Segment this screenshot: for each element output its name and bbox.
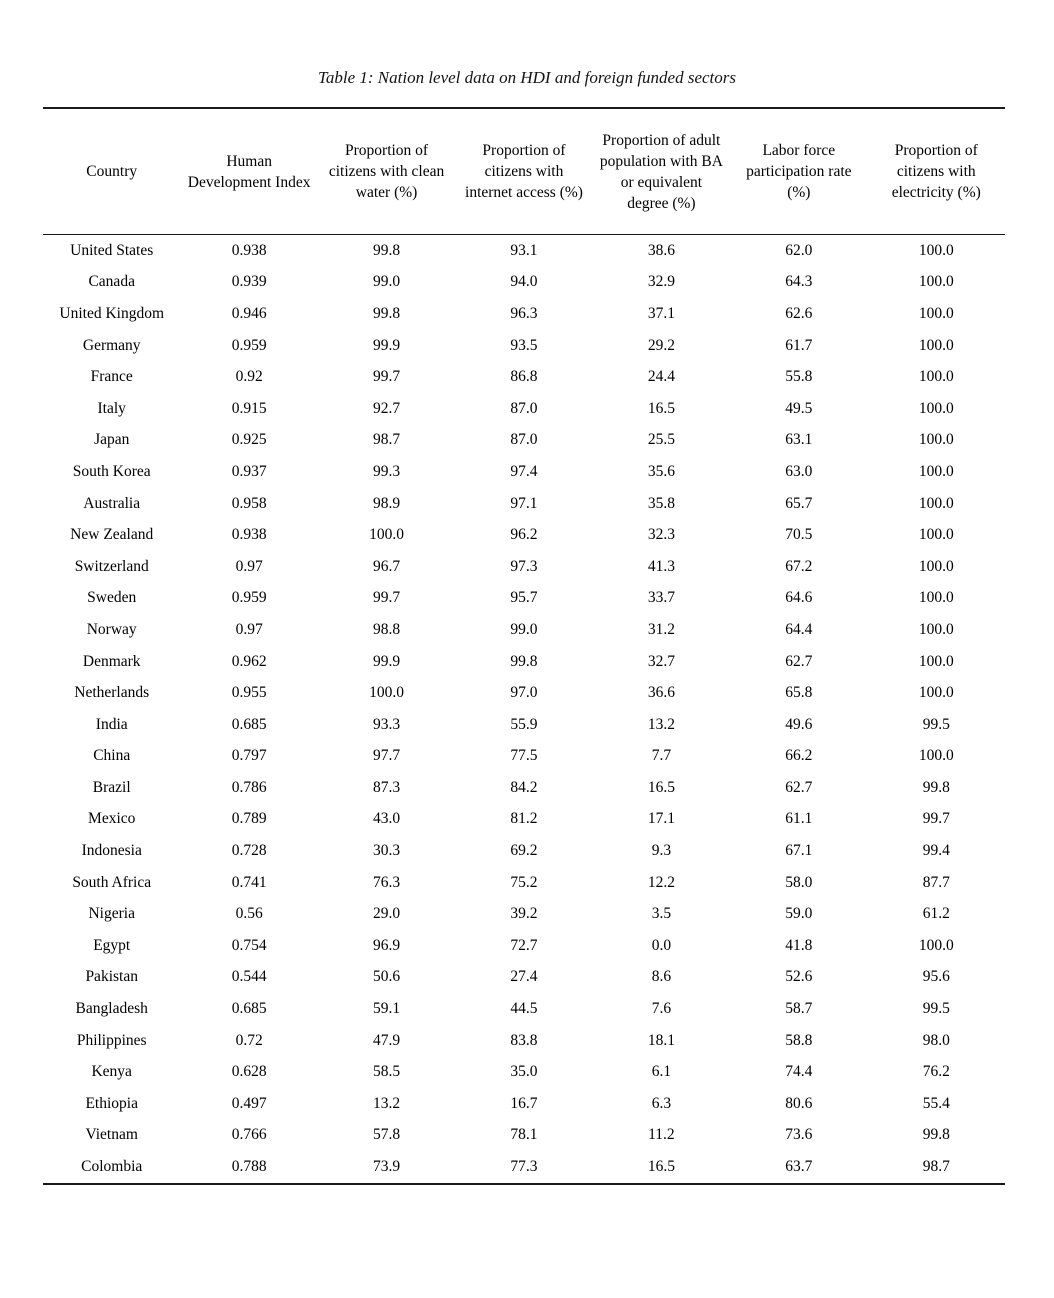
value-cell: 97.7 (372, 747, 401, 765)
table-row (43, 867, 1005, 899)
table-row (43, 614, 1005, 646)
value-cell: 7.6 (651, 1000, 672, 1018)
value-cell: 81.2 (510, 810, 538, 828)
value-cell: 100.0 (918, 399, 954, 417)
value-cell: 0.939 (231, 273, 267, 291)
value-cell: 72.7 (510, 936, 538, 954)
table-row (43, 930, 1005, 962)
table-row (43, 1151, 1005, 1184)
country-cell: Bangladesh (75, 1000, 148, 1018)
value-cell: 96.2 (510, 526, 538, 544)
value-cell: 96.3 (510, 304, 538, 322)
value-cell: 99.4 (922, 842, 950, 860)
column-header: Labor force participation rate (%) (730, 108, 867, 235)
value-cell: 95.7 (510, 589, 538, 607)
value-cell: 100.0 (918, 747, 954, 765)
value-cell: 31.2 (647, 620, 675, 638)
table-row (43, 235, 1005, 267)
country-cell: Switzerland (74, 557, 149, 575)
value-cell: 62.7 (785, 778, 813, 796)
value-cell: 59.0 (785, 905, 813, 923)
value-cell: 0.959 (231, 336, 267, 354)
value-cell: 96.9 (372, 936, 401, 954)
value-cell: 93.3 (372, 715, 401, 733)
table-row (43, 267, 1005, 299)
value-cell: 73.6 (785, 1126, 813, 1144)
value-cell: 59.1 (372, 1000, 401, 1018)
value-cell: 98.8 (372, 620, 401, 638)
value-cell: 64.4 (785, 620, 813, 638)
value-cell: 49.6 (785, 715, 813, 733)
country-cell: India (95, 715, 128, 733)
table-caption: Table 1: Nation level data on HDI and foreign funded sectors (317, 68, 737, 87)
value-cell: 63.0 (785, 462, 813, 480)
value-cell: 0.56 (235, 905, 263, 923)
value-cell: 99.5 (922, 715, 950, 733)
table-row (43, 551, 1005, 583)
column-header: Proportion of citizens with internet access (%) (455, 108, 592, 235)
value-cell: 95.6 (922, 968, 950, 986)
value-cell: 36.6 (647, 684, 675, 702)
value-cell: 8.6 (651, 968, 672, 986)
country-cell: Netherlands (74, 684, 150, 702)
value-cell: 73.9 (372, 1158, 401, 1176)
value-cell: 16.7 (510, 1094, 538, 1112)
country-cell: South Korea (72, 462, 151, 480)
value-cell: 16.5 (647, 399, 675, 417)
table-row (43, 741, 1005, 773)
value-cell: 6.1 (651, 1063, 672, 1081)
value-cell: 0.788 (231, 1158, 267, 1176)
hdi-data-table (43, 107, 1005, 1185)
value-cell: 61.7 (785, 336, 813, 354)
value-cell: 16.5 (647, 1158, 675, 1176)
value-cell: 97.0 (510, 684, 538, 702)
table-row (43, 361, 1005, 393)
table-row (43, 1120, 1005, 1152)
value-cell: 83.8 (510, 1031, 538, 1049)
value-cell: 37.1 (647, 304, 675, 322)
value-cell: 87.0 (510, 399, 538, 417)
value-cell: 97.1 (510, 494, 538, 512)
country-cell: Italy (97, 399, 126, 417)
value-cell: 64.6 (785, 589, 813, 607)
value-cell: 27.4 (510, 968, 538, 986)
country-cell: Canada (88, 273, 135, 291)
value-cell: 39.2 (510, 905, 538, 923)
value-cell: 50.6 (372, 968, 401, 986)
value-cell: 6.3 (651, 1094, 672, 1112)
value-cell: 11.2 (648, 1126, 675, 1144)
value-cell: 0.544 (231, 968, 267, 986)
table-row (43, 898, 1005, 930)
value-cell: 41.8 (785, 936, 813, 954)
value-cell: 0.754 (231, 936, 267, 954)
value-cell: 64.3 (785, 273, 813, 291)
country-cell: Brazil (92, 778, 131, 796)
value-cell: 0.0 (651, 936, 672, 954)
country-cell: Nigeria (88, 905, 135, 923)
value-cell: 61.1 (785, 810, 813, 828)
value-cell: 99.0 (372, 273, 401, 291)
value-cell: 55.8 (785, 368, 813, 386)
value-cell: 100.0 (918, 589, 954, 607)
value-cell: 0.72 (235, 1031, 263, 1049)
value-cell: 44.5 (510, 1000, 538, 1018)
table-row (43, 488, 1005, 520)
value-cell: 17.1 (647, 810, 675, 828)
value-cell: 100.0 (918, 936, 954, 954)
value-cell: 58.8 (785, 1031, 813, 1049)
value-cell: 9.3 (651, 842, 672, 860)
value-cell: 92.7 (372, 399, 401, 417)
value-cell: 100.0 (918, 304, 954, 322)
value-cell: 55.9 (510, 715, 538, 733)
table-header-row (43, 108, 1005, 235)
value-cell: 98.9 (372, 494, 401, 512)
value-cell: 43.0 (372, 810, 401, 828)
value-cell: 0.741 (231, 873, 267, 891)
value-cell: 80.6 (785, 1094, 813, 1112)
country-cell: New Zealand (70, 526, 154, 544)
table-row (43, 298, 1005, 330)
value-cell: 65.7 (785, 494, 813, 512)
value-cell: 100.0 (918, 462, 954, 480)
value-cell: 99.8 (372, 304, 401, 322)
country-cell: United States (70, 241, 154, 259)
value-cell: 98.7 (922, 1158, 950, 1176)
column-header: Proportion of adult population with BA or equivalent degree (%) (593, 108, 730, 235)
value-cell: 29.2 (647, 336, 675, 354)
table-row (43, 393, 1005, 425)
country-cell: Egypt (93, 936, 131, 954)
value-cell: 100.0 (918, 494, 954, 512)
value-cell: 98.7 (372, 431, 401, 449)
value-cell: 94.0 (510, 273, 538, 291)
value-cell: 58.5 (372, 1063, 401, 1081)
value-cell: 100.0 (918, 241, 954, 259)
value-cell: 100.0 (918, 620, 954, 638)
value-cell: 0.685 (231, 1000, 267, 1018)
value-cell: 16.5 (647, 778, 675, 796)
value-cell: 0.938 (231, 526, 267, 544)
value-cell: 0.97 (235, 557, 263, 575)
country-cell: South Africa (72, 873, 152, 891)
value-cell: 0.685 (231, 715, 267, 733)
table-row (43, 519, 1005, 551)
column-header: Proportion of citizens with electricity (%) (868, 108, 1005, 235)
value-cell: 96.7 (372, 557, 401, 575)
value-cell: 0.958 (231, 494, 267, 512)
table-header (43, 108, 1005, 235)
value-cell: 0.92 (235, 368, 263, 386)
value-cell: 100.0 (918, 557, 954, 575)
table-row (43, 709, 1005, 741)
table-row (43, 425, 1005, 457)
value-cell: 63.1 (785, 431, 813, 449)
value-cell: 75.2 (510, 873, 538, 891)
value-cell: 38.6 (647, 241, 675, 259)
value-cell: 7.7 (651, 747, 672, 765)
value-cell: 100.0 (918, 684, 954, 702)
table-row (43, 772, 1005, 804)
value-cell: 52.6 (785, 968, 813, 986)
table-row (43, 993, 1005, 1025)
value-cell: 49.5 (785, 399, 813, 417)
value-cell: 58.0 (785, 873, 813, 891)
value-cell: 0.915 (231, 399, 267, 417)
country-cell: Germany (82, 336, 141, 354)
value-cell: 78.1 (510, 1126, 538, 1144)
value-cell: 76.2 (922, 1063, 950, 1081)
table-row (43, 1088, 1005, 1120)
value-cell: 32.3 (647, 526, 675, 544)
country-cell: China (93, 747, 131, 765)
value-cell: 100.0 (918, 273, 954, 291)
country-cell: Philippines (76, 1031, 147, 1049)
value-cell: 32.7 (647, 652, 675, 670)
value-cell: 99.8 (372, 241, 401, 259)
value-cell: 61.2 (922, 905, 950, 923)
value-cell: 63.7 (785, 1158, 813, 1176)
value-cell: 62.0 (785, 241, 813, 259)
value-cell: 69.2 (510, 842, 538, 860)
value-cell: 87.0 (510, 431, 538, 449)
value-cell: 67.1 (785, 842, 813, 860)
value-cell: 99.7 (922, 810, 950, 828)
country-cell: Sweden (87, 589, 137, 607)
table-row (43, 677, 1005, 709)
value-cell: 99.8 (922, 778, 950, 796)
country-cell: Australia (83, 494, 141, 512)
table-row (43, 804, 1005, 836)
value-cell: 13.2 (372, 1094, 401, 1112)
value-cell: 24.4 (647, 368, 675, 386)
value-cell: 99.7 (372, 368, 401, 386)
value-cell: 99.9 (372, 652, 401, 670)
value-cell: 100.0 (918, 526, 954, 544)
value-cell: 99.7 (372, 589, 401, 607)
table-row (43, 1025, 1005, 1057)
value-cell: 99.8 (922, 1126, 950, 1144)
value-cell: 58.7 (785, 1000, 813, 1018)
value-cell: 99.8 (510, 652, 538, 670)
country-cell: United Kingdom (59, 304, 165, 322)
table-row (43, 835, 1005, 867)
value-cell: 18.1 (647, 1031, 675, 1049)
value-cell: 77.3 (510, 1158, 538, 1176)
value-cell: 65.8 (785, 684, 813, 702)
value-cell: 100.0 (918, 336, 954, 354)
value-cell: 87.3 (372, 778, 401, 796)
value-cell: 62.7 (785, 652, 813, 670)
value-cell: 93.5 (510, 336, 538, 354)
value-cell: 0.497 (231, 1094, 267, 1112)
value-cell: 32.9 (647, 273, 675, 291)
value-cell: 0.766 (231, 1126, 267, 1144)
value-cell: 76.3 (372, 873, 401, 891)
table-row (43, 646, 1005, 678)
value-cell: 70.5 (785, 526, 813, 544)
value-cell: 99.5 (922, 1000, 950, 1018)
country-cell: Japan (94, 431, 130, 449)
value-cell: 35.6 (647, 462, 675, 480)
value-cell: 98.0 (922, 1031, 950, 1049)
value-cell: 99.9 (372, 336, 401, 354)
value-cell: 35.0 (510, 1063, 538, 1081)
table-row (43, 1056, 1005, 1088)
value-cell: 84.2 (510, 778, 538, 796)
value-cell: 0.728 (231, 842, 267, 860)
country-cell: Pakistan (85, 968, 138, 986)
value-cell: 0.955 (231, 684, 267, 702)
value-cell: 66.2 (785, 747, 813, 765)
value-cell: 100.0 (369, 684, 404, 702)
country-cell: Indonesia (81, 842, 142, 860)
country-cell: Norway (86, 620, 137, 638)
value-cell: 0.962 (231, 652, 267, 670)
country-cell: Ethiopia (85, 1094, 138, 1112)
value-cell: 29.0 (372, 905, 401, 923)
value-cell: 97.3 (510, 557, 538, 575)
value-cell: 74.4 (785, 1063, 813, 1081)
value-cell: 25.5 (647, 431, 675, 449)
value-cell: 62.6 (785, 304, 813, 322)
value-cell: 41.3 (647, 557, 675, 575)
column-header: Human Development Index (180, 108, 317, 235)
value-cell: 99.3 (372, 462, 401, 480)
value-cell: 0.97 (235, 620, 263, 638)
value-cell: 0.938 (231, 241, 267, 259)
column-header: Country (43, 108, 180, 235)
value-cell: 99.0 (510, 620, 538, 638)
table-body (43, 235, 1005, 1184)
value-cell: 0.789 (231, 810, 267, 828)
value-cell: 77.5 (510, 747, 538, 765)
value-cell: 97.4 (510, 462, 538, 480)
value-cell: 0.946 (231, 304, 267, 322)
country-cell: France (90, 368, 133, 386)
table-row (43, 962, 1005, 994)
country-cell: Vietnam (85, 1126, 138, 1144)
value-cell: 55.4 (922, 1094, 950, 1112)
value-cell: 0.925 (231, 431, 267, 449)
value-cell: 100.0 (369, 526, 404, 544)
value-cell: 12.2 (647, 873, 675, 891)
value-cell: 30.3 (372, 842, 401, 860)
value-cell: 47.9 (372, 1031, 401, 1049)
value-cell: 57.8 (372, 1126, 401, 1144)
value-cell: 67.2 (785, 557, 813, 575)
value-cell: 100.0 (918, 368, 954, 386)
value-cell: 100.0 (918, 431, 954, 449)
country-cell: Kenya (91, 1063, 132, 1081)
column-header: Proportion of citizens with clean water (%) (318, 108, 455, 235)
value-cell: 86.8 (510, 368, 538, 386)
value-cell: 3.5 (651, 905, 672, 923)
table-row (43, 583, 1005, 615)
value-cell: 33.7 (647, 589, 675, 607)
country-cell: Mexico (88, 810, 136, 828)
value-cell: 100.0 (918, 652, 954, 670)
table-row (43, 456, 1005, 488)
value-cell: 93.1 (510, 241, 538, 259)
value-cell: 0.937 (231, 462, 267, 480)
value-cell: 35.8 (647, 494, 675, 512)
value-cell: 0.959 (231, 589, 267, 607)
value-cell: 87.7 (922, 873, 950, 891)
table-row (43, 330, 1005, 362)
value-cell: 0.628 (231, 1063, 267, 1081)
value-cell: 0.786 (231, 778, 267, 796)
value-cell: 13.2 (647, 715, 675, 733)
country-cell: Denmark (82, 652, 141, 670)
value-cell: 0.797 (231, 747, 267, 765)
country-cell: Colombia (81, 1158, 143, 1176)
